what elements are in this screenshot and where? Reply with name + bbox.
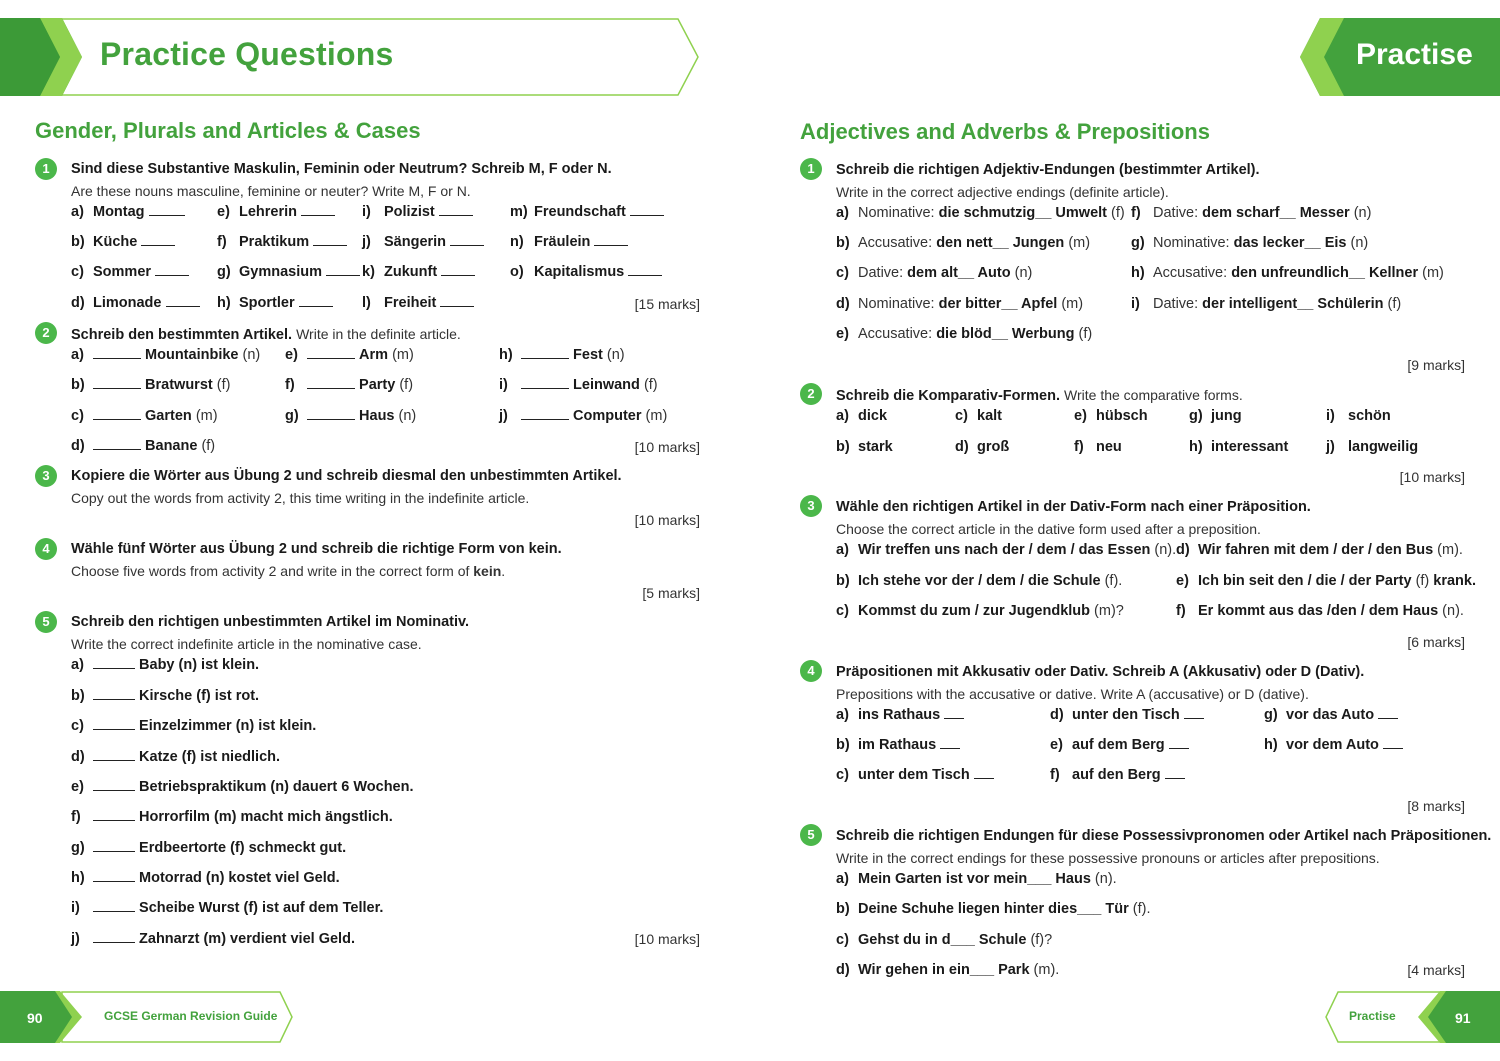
marks-label: [10 marks] (634, 931, 700, 947)
answer-blank[interactable] (313, 234, 347, 246)
answer-blank[interactable] (93, 931, 135, 943)
list-item: e) Betriebspraktikum (n) dauert 6 Wochen. (71, 779, 414, 795)
list-item: b) stark (836, 439, 893, 455)
answer-blank[interactable] (93, 718, 135, 730)
list-item: h) Accusative: den unfreundlich__ Kellner (m) (1131, 265, 1444, 281)
list-item: d) groß (955, 439, 1010, 455)
list-item: l) Freiheit (362, 295, 474, 311)
answer-blank[interactable] (521, 347, 569, 359)
list-item: f) Praktikum (217, 234, 347, 250)
answer-blank[interactable] (307, 408, 355, 420)
list-item: b) Küche (71, 234, 175, 250)
page-title: Practice Questions (100, 36, 394, 72)
answer-blank[interactable] (149, 204, 185, 216)
section-title: Adjectives and Adverbs & Prepositions (800, 119, 1210, 144)
answer-blank[interactable] (630, 204, 664, 216)
question-heading: Sind diese Substantive Maskulin, Feminin oder Neutrum? Schreib M, F oder N. (71, 161, 612, 177)
list-item: i) Polizist (362, 204, 473, 220)
right-page (750, 0, 1500, 1061)
answer-blank[interactable] (93, 840, 135, 852)
marks-label: [8 marks] (1407, 798, 1465, 814)
answer-blank[interactable] (450, 234, 484, 246)
list-item: c) kalt (955, 408, 1002, 424)
answer-blank[interactable] (155, 264, 189, 276)
answer-blank[interactable] (93, 749, 135, 761)
list-item: e) Arm (m) (285, 347, 414, 363)
list-item: a) dick (836, 408, 888, 424)
section-title: Gender, Plurals and Articles & Cases (35, 118, 421, 143)
list-item: g) Nominative: das lecker__ Eis (n) (1131, 235, 1369, 251)
list-item: e) Ich bin seit den / die / der Party (f) krank. (1176, 573, 1477, 589)
list-item: a) Mein Garten ist vor mein___ Haus (n). (836, 871, 1117, 887)
marks-label: [6 marks] (1407, 634, 1465, 650)
question-number-badge: 3 (35, 465, 57, 487)
answer-blank[interactable] (940, 737, 960, 749)
list-item: i) Scheibe Wurst (f) ist auf dem Teller. (71, 900, 384, 916)
answer-blank[interactable] (440, 295, 474, 307)
list-item: d) Wir fahren mit dem / der / den Bus (m). (1176, 542, 1463, 558)
answer-blank[interactable] (93, 779, 135, 791)
list-item: g) Haus (n) (285, 408, 417, 424)
list-item: a) Wir treffen uns nach der / dem / das Essen (n). (836, 542, 1177, 558)
list-item: d) Katze (f) ist niedlich. (71, 749, 281, 765)
list-item: f) Horrorfilm (m) macht mich ängstlich. (71, 809, 393, 825)
answer-blank[interactable] (521, 377, 569, 389)
answer-blank[interactable] (93, 347, 141, 359)
list-item: g) Erdbeertorte (f) schmeckt gut. (71, 840, 347, 856)
list-item: b) im Rathaus (836, 737, 960, 753)
answer-blank[interactable] (93, 900, 135, 912)
answer-blank[interactable] (439, 204, 473, 216)
answer-blank[interactable] (93, 688, 135, 700)
question-heading: Schreib den richtigen unbestimmten Artikel im Nominativ. (71, 614, 470, 630)
list-item: d) Nominative: der bitter__ Apfel (m) (836, 296, 1084, 312)
question-subheading: Write the correct indefinite article in the nominative case. (71, 636, 422, 652)
marks-label: [9 marks] (1407, 357, 1465, 373)
question-number-badge: 5 (800, 824, 822, 846)
answer-blank[interactable] (93, 657, 135, 669)
list-item: e) hübsch (1074, 408, 1148, 424)
answer-blank[interactable] (141, 234, 175, 246)
answer-blank[interactable] (944, 707, 964, 719)
list-item: o) Kapitalismus (510, 264, 662, 280)
question-number-badge: 3 (800, 495, 822, 517)
list-item: j) Sängerin (362, 234, 484, 250)
marks-label: [10 marks] (1399, 469, 1465, 485)
question-number-badge: 2 (800, 383, 822, 405)
question-subheading: Prepositions with the accusative or dative. Write A (accusative) or D (dative). (836, 686, 1309, 702)
list-item: b) Deine Schuhe liegen hinter dies___ Tür (f). (836, 901, 1151, 917)
list-item: a) Baby (n) ist klein. (71, 657, 260, 673)
list-item: j) langweilig (1326, 439, 1419, 455)
question-subheading: Write in the correct adjective endings (definite article). (836, 184, 1169, 200)
answer-blank[interactable] (1169, 737, 1189, 749)
question-subheading: Copy out the words from activity 2, this time writing in the indefinite article. (71, 490, 530, 506)
question-heading: Schreib die richtigen Endungen für diese Possessivpronomen oder Artikel nach Präpositionen. (836, 828, 1492, 844)
list-item: c) Dative: dem alt__ Auto (n) (836, 265, 1033, 281)
footer-guide-title: GCSE German Revision Guide (104, 1009, 278, 1023)
answer-blank[interactable] (93, 809, 135, 821)
list-item: b) Bratwurst (f) (71, 377, 231, 393)
list-item: f) neu (1074, 439, 1122, 455)
list-item: i) schön (1326, 408, 1391, 424)
question-number-badge: 2 (35, 322, 57, 344)
question-heading: Schreib die richtigen Adjektiv-Endungen (bestimmter Artikel). (836, 162, 1260, 178)
footer-label: Practise (1349, 1009, 1396, 1023)
question-number-badge: 1 (35, 158, 57, 180)
list-item: d) Banane (f) (71, 438, 216, 454)
answer-blank[interactable] (93, 377, 141, 389)
question-number-badge: 1 (800, 158, 822, 180)
question-subheading: Choose five words from activity 2 and write in the correct form of kein. (71, 563, 506, 579)
list-item: h) Fest (n) (499, 347, 625, 363)
answer-blank[interactable] (93, 408, 141, 420)
marks-label: [4 marks] (1407, 962, 1465, 978)
list-item: d) unter den Tisch (1050, 707, 1204, 723)
list-item: e) Lehrerin (217, 204, 335, 220)
list-item: c) Sommer (71, 264, 189, 280)
answer-blank[interactable] (307, 347, 355, 359)
list-item: a) Mountainbike (n) (71, 347, 261, 363)
answer-blank[interactable] (974, 767, 994, 779)
list-item: h) vor dem Auto (1264, 737, 1403, 753)
list-item: g) Gymnasium (217, 264, 360, 280)
answer-blank[interactable] (594, 234, 628, 246)
marks-label: [5 marks] (642, 585, 700, 601)
list-item: c) Kommst du zum / zur Jugendklub (m)? (836, 603, 1124, 619)
list-item: k) Zukunft (362, 264, 475, 280)
answer-blank[interactable] (1165, 767, 1185, 779)
question-heading: Wähle den richtigen Artikel in der Dativ-Form nach einer Präposition. (836, 499, 1311, 515)
list-item: j) Zahnarzt (m) verdient viel Geld. (71, 931, 355, 947)
question-heading: Präpositionen mit Akkusativ oder Dativ. Schreib A (Akkusativ) oder D (Dativ). (836, 664, 1365, 680)
page-title: Practise (1356, 38, 1473, 71)
list-item: h) interessant (1189, 439, 1289, 455)
question-subheading: Choose the correct article in the dative form used after a preposition. (836, 521, 1261, 537)
list-item: h) Sportler (217, 295, 333, 311)
question-subheading: Write in the correct endings for these possessive pronouns or articles after prepositions. (836, 850, 1380, 866)
list-item: i) Dative: der intelligent__ Schülerin (f) (1131, 296, 1402, 312)
question-heading: Schreib die Komparativ-Formen. Write the comparative forms. (836, 387, 1243, 404)
list-item: f) auf den Berg (1050, 767, 1185, 783)
list-item: b) Kirsche (f) ist rot. (71, 688, 260, 704)
list-item: m) Freundschaft (510, 204, 664, 220)
marks-label: [15 marks] (634, 296, 700, 312)
list-item: e) Accusative: die blöd__ Werbung (f) (836, 326, 1093, 342)
list-item: g) vor das Auto (1264, 707, 1398, 723)
list-item: f) Party (f) (285, 377, 414, 393)
answer-blank[interactable] (166, 295, 200, 307)
list-item: b) Ich stehe vor der / dem / die Schule (f). (836, 573, 1123, 589)
list-item: n) Fräulein (510, 234, 628, 250)
answer-blank[interactable] (1184, 707, 1204, 719)
list-item: d) Wir gehen in ein___ Park (m). (836, 962, 1060, 978)
list-item: a) Nominative: die schmutzig__ Umwelt (f) (836, 205, 1125, 221)
page-number: 91 (1455, 1010, 1471, 1026)
list-item: f) Dative: dem scharf__ Messer (n) (1131, 205, 1372, 221)
list-item: c) Einzelzimmer (n) ist klein. (71, 718, 317, 734)
answer-blank[interactable] (1378, 707, 1398, 719)
answer-blank[interactable] (441, 264, 475, 276)
list-item: c) Garten (m) (71, 408, 218, 424)
answer-blank[interactable] (299, 295, 333, 307)
list-item: d) Limonade (71, 295, 200, 311)
list-item: h) Motorrad (n) kostet viel Geld. (71, 870, 340, 886)
answer-blank[interactable] (521, 408, 569, 420)
list-item: a) ins Rathaus (836, 707, 964, 723)
list-item: j) Computer (m) (499, 408, 668, 424)
list-item: a) Montag (71, 204, 185, 220)
list-item: f) Er kommt aus das /den / dem Haus (n). (1176, 603, 1464, 619)
question-heading: Schreib den bestimmten Artikel. Write in the definite article. (71, 326, 461, 343)
question-number-badge: 4 (800, 660, 822, 682)
question-number-badge: 4 (35, 538, 57, 560)
list-item: c) unter dem Tisch (836, 767, 994, 783)
question-subheading: Are these nouns masculine, feminine or neuter? Write M, F or N. (71, 183, 471, 199)
answer-blank[interactable] (93, 870, 135, 882)
question-heading: Wähle fünf Wörter aus Übung 2 und schreib die richtige Form von kein. (71, 541, 562, 557)
answer-blank[interactable] (326, 264, 360, 276)
answer-blank[interactable] (1383, 737, 1403, 749)
list-item: e) auf dem Berg (1050, 737, 1189, 753)
marks-label: [10 marks] (634, 512, 700, 528)
question-heading: Kopiere die Wörter aus Übung 2 und schreib diesmal den unbestimmten Artikel. (71, 468, 622, 484)
answer-blank[interactable] (307, 377, 355, 389)
question-number-badge: 5 (35, 611, 57, 633)
answer-blank[interactable] (93, 438, 141, 450)
marks-label: [10 marks] (634, 439, 700, 455)
list-item: c) Gehst du in d___ Schule (f)? (836, 932, 1053, 948)
answer-blank[interactable] (628, 264, 662, 276)
list-item: b) Accusative: den nett__ Jungen (m) (836, 235, 1091, 251)
answer-blank[interactable] (301, 204, 335, 216)
list-item: i) Leinwand (f) (499, 377, 658, 393)
page-number: 90 (27, 1010, 43, 1026)
list-item: g) jung (1189, 408, 1242, 424)
